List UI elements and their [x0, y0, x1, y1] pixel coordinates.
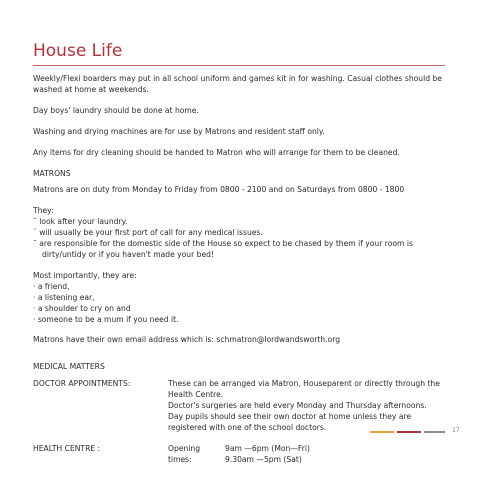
footer-bar-orange [370, 431, 394, 433]
matron-email-line: Matrons have their own email address which is: schmatron@lordwandsworth.org [33, 335, 341, 345]
footer-bar-red [397, 431, 421, 433]
opening-times [168, 444, 445, 466]
medical-heading: MEDICAL MATTERS [33, 362, 105, 372]
doctor-appointments-text [168, 379, 445, 434]
they-label: They: [33, 206, 54, 216]
matrons-duty: Matrons are on duty from Monday to Friday from 0800 - 2100 and on Saturdays from 0800 - 1800 [33, 185, 405, 195]
opening-time-line: 9.30am —5pm (Sat) [225, 454, 302, 464]
footer-bar-grey [424, 431, 445, 433]
doctor-appointments-row [33, 379, 445, 434]
intro-paragraph-3: Washing and drying machines are for use by Matrons and resident staff only. [33, 126, 325, 136]
opening-times-values [225, 444, 310, 466]
title-divider [33, 65, 445, 66]
importantly-list [33, 271, 445, 326]
importantly-item: · someone to be a mum if you need it. [33, 314, 179, 324]
page-title: House Life [33, 41, 123, 61]
importantly-label: Most importantly, they are: [33, 270, 137, 280]
doctor-appointments-label: DOCTOR APPOINTMENTS: [33, 379, 131, 389]
page-content [33, 40, 445, 476]
document-body [33, 74, 445, 466]
matrons-heading: MATRONS [33, 168, 71, 178]
they-item: ¨ will usually be your first port of call for any medical issues. [33, 228, 263, 238]
they-list [33, 206, 445, 261]
importantly-item: · a friend, [33, 281, 70, 291]
health-centre-label: HEALTH CENTRE : [33, 443, 101, 453]
intro-paragraph-4: Any items for dry cleaning should be handed to Matron who will arrange for them to be cleaned. [33, 147, 400, 157]
they-item: ¯ are responsible for the domestic side of the House so expect to be chased by them if your room is dirty/untidy or if you haven't made your bed! [33, 239, 413, 259]
intro-paragraph-2: Day boys' laundry should be done at home. [33, 105, 199, 115]
doctor-line: These can be arranged via Matron, Houseparent or directly through the Health Centre. [168, 379, 440, 400]
doctor-line: Day pupils should see their own doctor at home unless they are registered with one of the school doctors. [168, 411, 412, 432]
importantly-item: · a listening ear, [33, 292, 95, 302]
health-centre-row [33, 444, 445, 466]
page-number: 17 [452, 427, 460, 434]
they-item: ¯ look after your laundry. [33, 217, 128, 227]
importantly-item: · a shoulder to cry on and [33, 303, 131, 313]
opening-time-line: 9am —6pm (Mon—Fri) [225, 443, 310, 453]
opening-times-label: Opening times: [168, 443, 201, 464]
intro-paragraph-1: Weekly/Flexi boarders may put in all school uniform and games kit in for washing. Casual clothes should be washed at home at weekends. [33, 74, 442, 94]
doctor-line: Doctor's surgeries are held every Monday and Thursday afternoons. [168, 401, 427, 411]
